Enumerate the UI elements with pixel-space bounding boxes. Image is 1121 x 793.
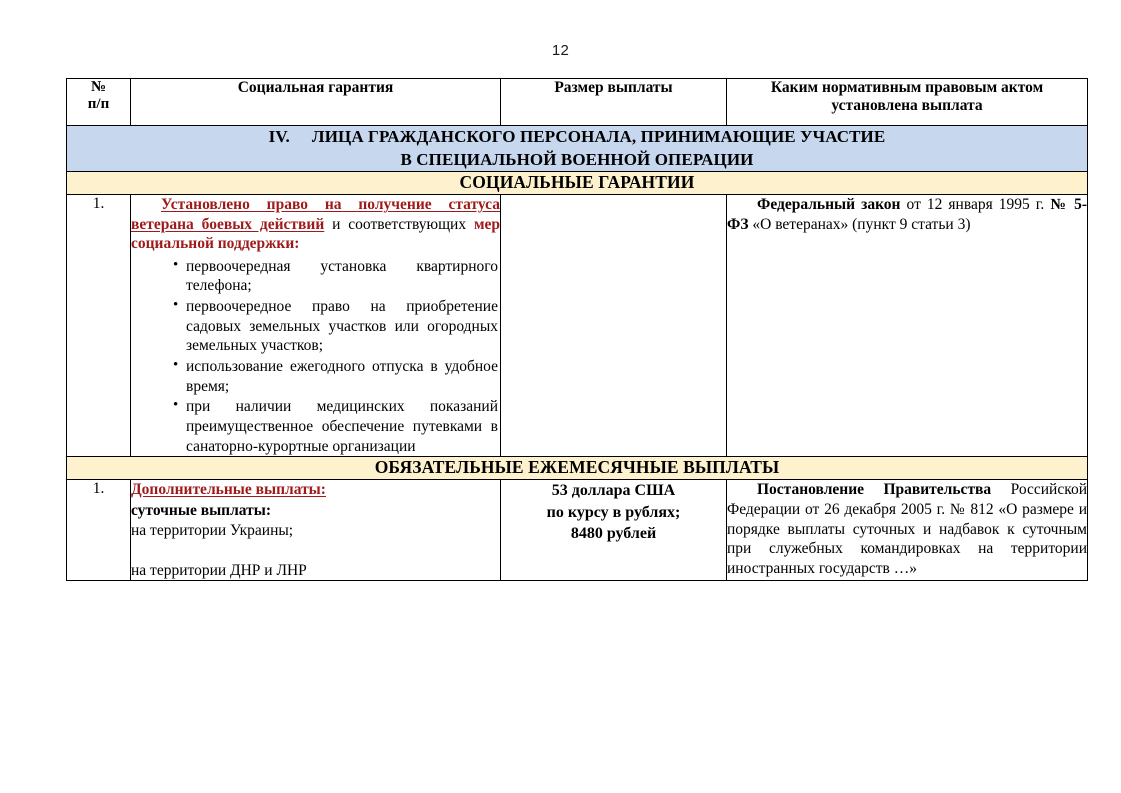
row1-legal-act-text xyxy=(727,195,1087,234)
page-number: 12 xyxy=(551,42,570,59)
row1-act-mid: от 12 января 1995 г. xyxy=(900,196,1051,214)
row1-lead-paragraph xyxy=(131,195,500,254)
row1-act-tail: «О ветеранах» (пункт 9 статьи 3) xyxy=(748,215,971,233)
subsection-heading-social-guarantees: СОЦИАЛЬНЫЕ ГАРАНТИИ xyxy=(67,172,1088,195)
row2-legal-act-text xyxy=(727,480,1087,578)
row2-territory-line-1: на территории Украины; xyxy=(131,522,294,540)
table-row-1 xyxy=(67,195,1088,457)
section-heading-line2: В СПЕЦИАЛЬНОЙ ВОЕННОЙ ОПЕРАЦИИ xyxy=(400,149,754,169)
row1-amount xyxy=(501,195,727,457)
header-act-line2: установлена выплата xyxy=(831,97,983,115)
row2-amount-line-1: 53 доллара США xyxy=(551,482,676,500)
section-roman-numeral: IV. xyxy=(268,127,290,146)
row2-amount xyxy=(501,480,727,581)
list-item: • первоочередное право на приобретение садовых земельных участков или огородных земельных участков; xyxy=(173,297,498,356)
header-number-line2: п/п xyxy=(87,96,110,113)
row2-act-tail: Российской Федерации от 26 декабря 2005 г. № 812 «О размере и порядке выплаты суточных и надбавок к суточным при служебных командировках на территории иностранных государств …» xyxy=(727,481,1088,577)
header-number-line1: № xyxy=(90,79,107,95)
row2-spacer xyxy=(131,541,500,561)
section-heading-line1 xyxy=(67,126,1087,149)
row1-act-bold-2: № 5-ФЗ xyxy=(727,196,1087,233)
subsection-band-row-1 xyxy=(67,172,1088,195)
list-item: • первоочередная установка квартирного телефона; xyxy=(173,257,498,296)
row2-legal-act xyxy=(727,480,1088,581)
row2-red-underlined-text: Дополнительные выплаты: xyxy=(131,481,326,499)
row2-red-heading-wrap xyxy=(131,480,500,500)
subsection-band-row-2 xyxy=(67,457,1088,480)
row1-act-bold-1: Федеральный закон xyxy=(757,196,901,214)
row1-red-underlined-text: Установлено право на получение статуса ветерана боевых действий xyxy=(131,196,500,233)
row2-amount-line-2: по курсу в рублях; xyxy=(546,503,681,521)
header-cell-guarantee: Социальная гарантия xyxy=(131,79,501,126)
row1-legal-act xyxy=(727,195,1088,457)
header-cell-amount: Размер выплаты xyxy=(501,79,727,126)
row2-act-bold: Постановление Правительства xyxy=(757,481,992,499)
header-cell-act xyxy=(727,79,1088,126)
row1-number: 1. xyxy=(67,195,131,457)
row1-guarantee xyxy=(131,195,501,457)
list-item: • использование ежегодного отпуска в удобное время; xyxy=(173,357,498,396)
row1-bullet-list xyxy=(131,257,500,457)
row1-red-bold-text: мер социальной поддержки: xyxy=(131,215,500,253)
list-item: • при наличии медицинских показаний преимущественное обеспечение путевками в санаторно-курортные организации xyxy=(173,397,498,456)
section-band-row-main xyxy=(67,126,1088,172)
row2-territory-line-2: на территории ДНР и ЛНР xyxy=(131,561,307,579)
subsection-heading-monthly-payments: ОБЯЗАТЕЛЬНЫЕ ЕЖЕМЕСЯЧНЫЕ ВЫПЛАТЫ xyxy=(67,457,1088,480)
row2-guarantee xyxy=(131,480,501,581)
table-header-row xyxy=(67,79,1088,126)
row2-subheading: суточные выплаты: xyxy=(131,501,272,519)
row2-amount-line-3: 8480 рублей xyxy=(570,524,657,542)
social-guarantees-table xyxy=(66,78,1088,581)
section-title-part1: ЛИЦА ГРАЖДАНСКОГО ПЕРСОНАЛА, ПРИНИМАЮЩИЕ УЧАСТИЕ xyxy=(311,127,886,146)
header-act-line1: Каким нормативным правовым актом xyxy=(770,79,1044,96)
table-row-2 xyxy=(67,480,1088,581)
section-heading-main xyxy=(67,126,1088,172)
row2-number: 1. xyxy=(67,480,131,581)
row1-lead-middle-text: и соответствующих xyxy=(324,215,474,233)
header-cell-number xyxy=(67,79,131,126)
